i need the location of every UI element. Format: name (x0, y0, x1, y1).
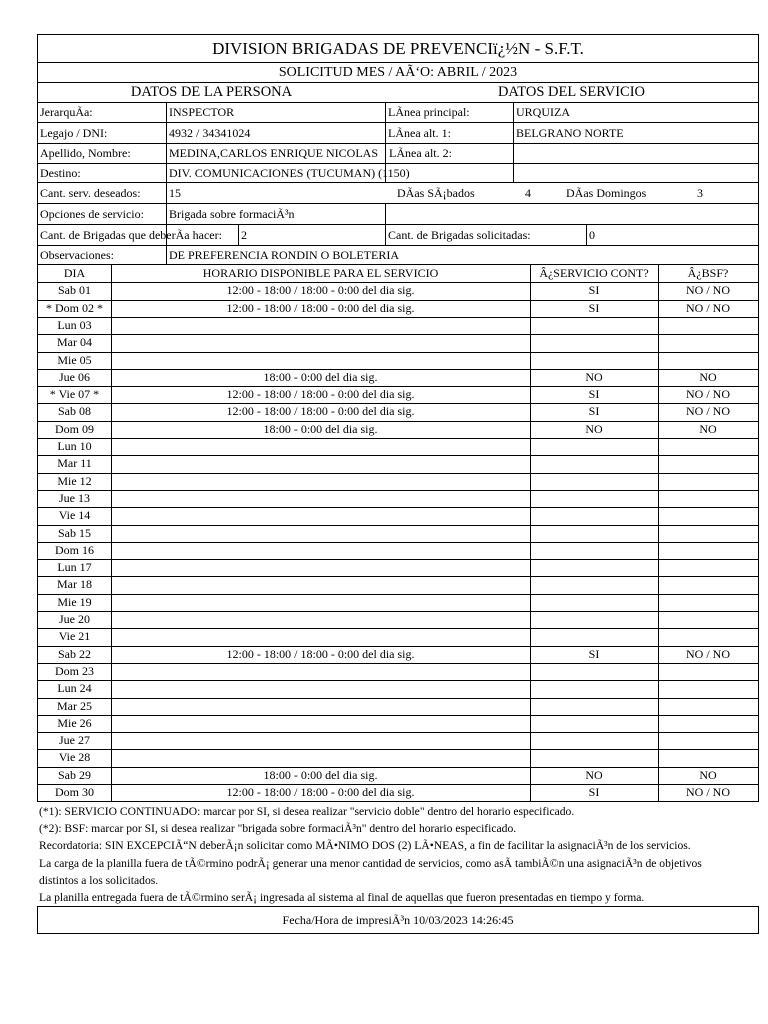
servicio-cont-cell: NO (585, 421, 603, 436)
domingos-value: 3 (697, 186, 703, 200)
table-row (38, 403, 758, 420)
dia-cell: Dom 09 (55, 421, 94, 436)
legajo-label: Legajo / DNI: (40, 126, 108, 140)
domingos-label: DÃas Domingos (566, 186, 647, 200)
dia-cell: Vie 28 (58, 750, 91, 765)
table-row (38, 369, 758, 386)
dia-cell: Mar 18 (57, 577, 92, 592)
sabados-label: DÃas SÃ¡bados (397, 186, 475, 200)
table-row (38, 663, 758, 680)
dia-cell: Mar 11 (57, 456, 92, 471)
note-1: (*1): SERVICIO CONTINUADO: marcar por SI, si desea realizar "servicio doble" dentro del horario especificado. (39, 805, 575, 818)
table-row (38, 525, 758, 542)
notes (39, 803, 768, 906)
brigadas-hacer-value: 2 (241, 228, 247, 242)
servicio-cont-cell: NO (585, 767, 603, 782)
table-row (38, 334, 758, 351)
table-row (38, 767, 758, 784)
bsf-cell: NO (699, 421, 717, 436)
destino-label: Destino: (40, 166, 81, 180)
dia-cell: * Vie 07 * (49, 387, 100, 402)
nombre-label: Apellido, Nombre: (40, 146, 131, 160)
bsf-cell: NO / NO (686, 387, 730, 402)
table-row (38, 559, 758, 576)
dia-cell: Lun 24 (57, 681, 92, 696)
note-6: La planilla entregada fuera de tÃ©rmino serÃ¡ ingresada al sistema al final de aquellas que fueron presentadas en tiempo y forma. (39, 891, 645, 905)
linea-alt2-label: LÃnea alt. 2: (389, 146, 452, 160)
jerarquia-label: JerarquÃa: (40, 105, 93, 119)
header-dia: DIA (63, 266, 86, 280)
horario-cell: 12:00 - 18:00 / 18:00 - 0:00 del dia sig. (226, 283, 415, 298)
table-row (38, 594, 758, 611)
horario-cell: 12:00 - 18:00 / 18:00 - 0:00 del dia sig. (226, 387, 415, 402)
table-row (38, 784, 758, 801)
cant-serv-value: 15 (169, 186, 181, 200)
header-servicio-cont: Â¿SERVICIO CONT? (539, 266, 649, 280)
section-person-heading: DATOS DE LA PERSONA (130, 84, 293, 100)
section-service-heading: DATOS DEL SERVICIO (497, 84, 646, 100)
horario-cell: 12:00 - 18:00 / 18:00 - 0:00 del dia sig. (226, 785, 415, 799)
dia-cell: Vie 14 (58, 508, 91, 523)
dia-cell: Mie 19 (57, 594, 92, 609)
linea-alt2-value (514, 143, 516, 163)
note-2: (*2): BSF: marcar por SI, si desea realizar "brigada sobre formaciÃ³n" dentro del horario especificado. (39, 822, 517, 836)
dia-cell: Sab 29 (58, 767, 91, 782)
opciones-label: Opciones de servicio: (40, 207, 144, 221)
linea-principal-label: LÃnea principal: (388, 105, 470, 119)
dia-cell: Sab 08 (58, 404, 91, 419)
sabados-value: 4 (525, 186, 531, 200)
dia-cell: Sab 15 (58, 525, 91, 540)
dia-cell: Mie 05 (57, 352, 92, 367)
linea-principal-value: URQUIZA (516, 105, 570, 119)
table-row (38, 490, 758, 507)
dia-cell: Lun 10 (57, 439, 92, 453)
legajo-value: 4932 / 34341024 (169, 126, 251, 140)
dia-cell: Jue 06 (59, 369, 90, 384)
table-row (38, 352, 758, 369)
brigadas-solic-value: 0 (589, 228, 595, 242)
table-row (38, 680, 758, 697)
bsf-cell: NO / NO (686, 785, 730, 799)
destino-value: DIV. COMUNICACIONES (TUCUMAN) (1150) (169, 166, 410, 180)
dia-cell: Sab 22 (58, 646, 91, 661)
note-4: La carga de la planilla fuera de tÃ©rmino podrÃ¡ generar una menor cantidad de servicios, como asÃ tambiÃ©n una asignaciÃ³n de objetivos (39, 856, 702, 870)
table-row (38, 386, 758, 403)
table-row (38, 473, 758, 490)
table-row (38, 576, 758, 593)
servicio-cont-cell: SI (588, 404, 600, 419)
table-row (38, 628, 758, 645)
dia-cell: Lun 03 (57, 317, 92, 332)
dia-cell: Dom 23 (55, 663, 94, 678)
dia-cell: Mar 04 (57, 335, 92, 350)
note-5: distintos a los solicitados. (39, 873, 159, 887)
servicio-cont-cell: SI (588, 300, 600, 315)
dia-cell: Lun 17 (57, 560, 92, 575)
bsf-cell: NO (699, 369, 717, 384)
linea-alt1-label: LÃnea alt. 1: (388, 126, 451, 140)
table-row (38, 455, 758, 472)
print-timestamp: Fecha/Hora de impresiÃ³n 10/03/2023 14:26:45 (37, 906, 759, 934)
note-3: Recordatoria: SIN EXCEPCIÃ“N deberÃ¡n solicitar como MÃ•NIMO DOS (2) LÃ•NEAS, a fin de facilitar la asignaciÃ³n de los servicios. (39, 839, 691, 853)
form-title: DIVISION BRIGADAS DE PREVENCIï¿½N - S.F.T. (38, 35, 758, 63)
horario-cell: 18:00 - 0:00 del dia sig. (263, 421, 378, 436)
dia-cell: * Dom 02 * (46, 300, 103, 315)
dia-cell: Mar 25 (57, 698, 92, 713)
form-subtitle: SOLICITUD MES / AÃ‘O: ABRIL / 2023 (38, 63, 758, 83)
linea-alt1-value: BELGRANO NORTE (516, 126, 624, 140)
dia-cell: Dom 16 (55, 542, 94, 557)
table-row (38, 732, 758, 749)
nombre-value: MEDINA,CARLOS ENRIQUE NICOLAS (169, 146, 378, 160)
dia-cell: Jue 20 (59, 612, 90, 626)
dia-cell: Jue 27 (59, 733, 90, 748)
header-bsf: Â¿BSF? (687, 266, 729, 280)
servicio-cont-cell: SI (588, 387, 600, 402)
opciones-value: Brigada sobre formaciÃ³n (169, 207, 295, 221)
table-row (38, 698, 758, 715)
request-form (37, 34, 759, 802)
cant-serv-label: Cant. serv. deseados: (40, 186, 141, 200)
dia-cell: Mie 12 (57, 473, 92, 488)
observ-label: Observaciones: (40, 248, 114, 262)
dia-cell: Jue 13 (59, 490, 90, 505)
brigadas-solic-label: Cant. de Brigadas solicitadas: (388, 228, 531, 242)
horario-cell: 12:00 - 18:00 / 18:00 - 0:00 del dia sig. (226, 646, 415, 661)
servicio-cont-cell: SI (588, 283, 600, 298)
observ-value: DE PREFERENCIA RONDIN O BOLETERIA (169, 248, 399, 262)
table-row (38, 282, 758, 299)
table-row (38, 749, 758, 766)
horario-cell: 12:00 - 18:00 / 18:00 - 0:00 del dia sig. (226, 404, 415, 419)
dia-cell: Sab 01 (58, 283, 91, 298)
servicio-cont-cell: SI (588, 646, 600, 661)
servicio-cont-cell: SI (588, 785, 600, 799)
table-row (38, 421, 758, 438)
bsf-cell: NO / NO (686, 300, 730, 315)
schedule-header (38, 265, 758, 282)
horario-cell: 12:00 - 18:00 / 18:00 - 0:00 del dia sig. (226, 300, 415, 315)
horario-cell: 18:00 - 0:00 del dia sig. (263, 767, 378, 782)
dia-cell: Vie 21 (58, 629, 91, 644)
table-row (38, 317, 758, 334)
horario-cell: 18:00 - 0:00 del dia sig. (263, 369, 378, 384)
table-row (38, 438, 758, 455)
table-row (38, 507, 758, 524)
bsf-cell: NO / NO (686, 283, 730, 298)
table-row (38, 646, 758, 663)
table-row (38, 611, 758, 628)
dia-cell: Dom 30 (55, 785, 94, 799)
bsf-cell: NO / NO (686, 646, 730, 661)
table-row (38, 300, 758, 317)
bsf-cell: NO (699, 767, 717, 782)
bsf-cell: NO / NO (686, 404, 730, 419)
header-horario: HORARIO DISPONIBLE PARA EL SERVICIO (202, 266, 439, 280)
table-row (38, 715, 758, 732)
servicio-cont-cell: NO (585, 369, 603, 384)
dia-cell: Mie 26 (57, 715, 92, 730)
brigadas-hacer-label: Cant. de Brigadas que deberÃa hacer: (40, 228, 222, 242)
table-row (38, 542, 758, 559)
schedule-table (38, 265, 758, 802)
jerarquia-value: INSPECTOR (169, 105, 235, 119)
